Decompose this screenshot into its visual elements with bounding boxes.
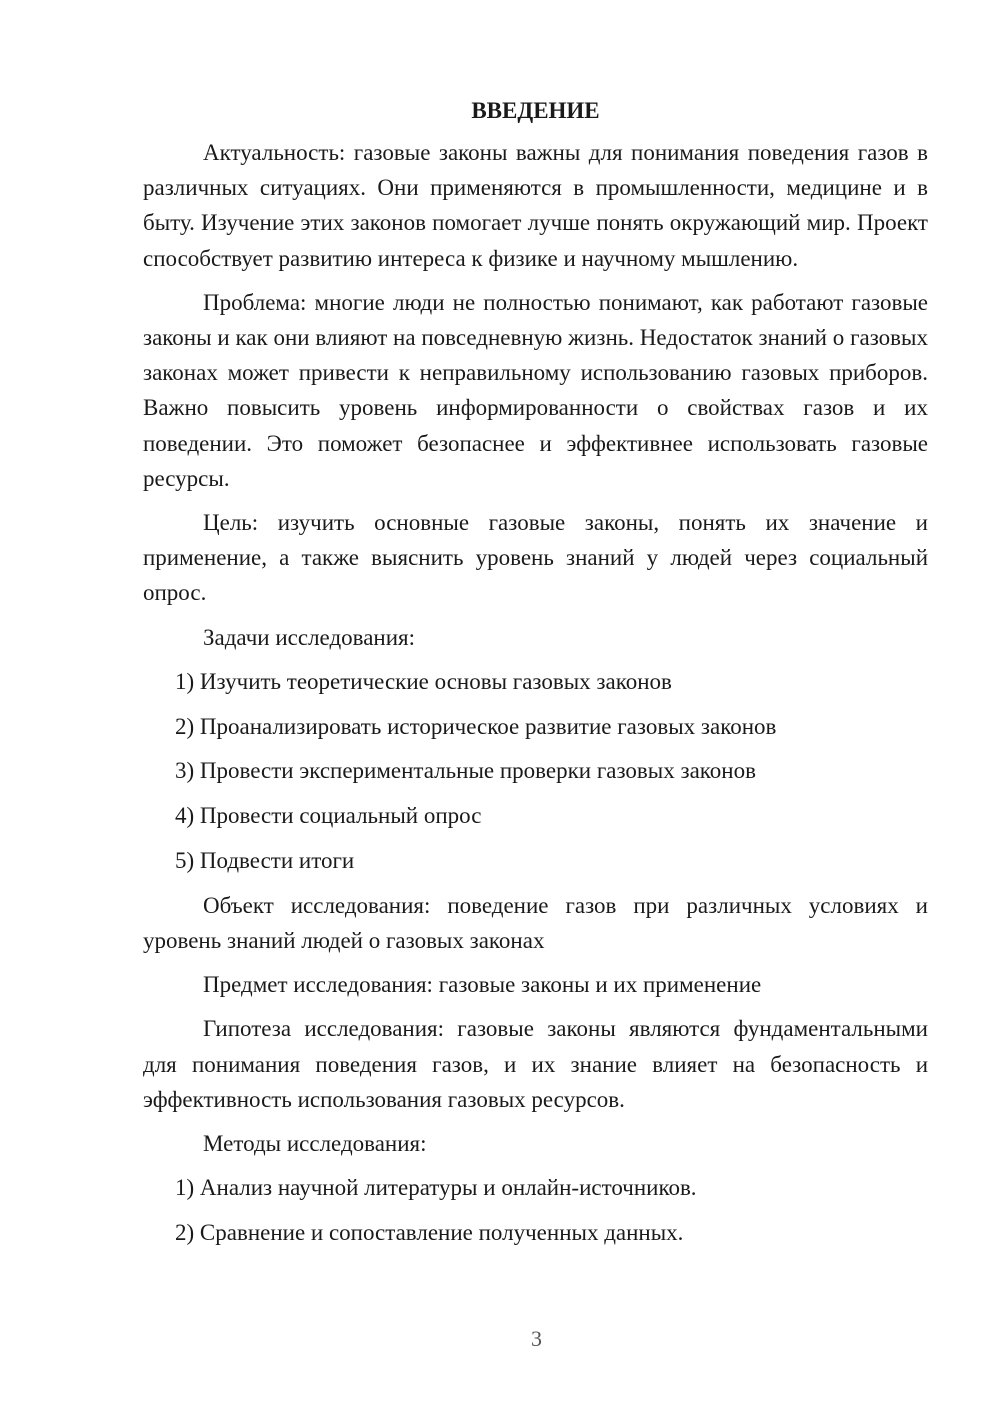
task-item: 4) Провести социальный опрос [175,803,482,829]
hypothesis-paragraph: Гипотеза исследования: газовые законы являются фундаментальными для понимания поведения газов, и их знание влияет на безопасность и эффективность использования газовых ресурсов. [143,1016,928,1112]
tasks-list [143,664,928,878]
goal-paragraph: Цель: изучить основные газовые законы, понять их значение и применение, а также выяснить уровень знаний у людей через социальный опрос. [143,510,928,606]
problem-paragraph: Проблема: многие люди не полностью понимают, как работают газовые законы и как они влияют на повседневную жизнь. Недостаток знаний о газовых законах может привести к неправильному использованию газовых приборов. Важно повысить уровень информированности о свойствах газов и их поведении. Это поможет безопаснее и эффективнее использовать газовые ресурсы. [143,289,928,491]
method-item: 2) Сравнение и сопоставление полученных данных. [175,1220,684,1246]
task-item: 1) Изучить теоретические основы газовых законов [175,668,672,694]
section-heading: ВВЕДЕНИЕ [471,98,600,123]
task-item: 2) Проанализировать историческое развитие газовых законов [175,713,777,739]
relevance-paragraph: Актуальность: газовые законы важны для понимания поведения газов в различных ситуациях. Они применяются в промышленности, медицине и в быту. Изучение этих законов помогает лучше понять окружающий мир. Проект способствует развитию интереса к физике и научному мышлению. [143,140,928,271]
object-paragraph: Объект исследования: поведение газов при различных условиях и уровень знаний людей о газовых законах [143,892,928,954]
page-content [143,98,928,1260]
tasks-title: Задачи исследования: [203,624,416,650]
method-item: 1) Анализ научной литературы и онлайн-источников. [175,1175,697,1201]
methods-title: Методы исследования: [203,1131,427,1157]
task-item: 5) Подвести итоги [175,848,355,874]
methods-list [143,1170,928,1250]
page-number: 3 [531,1326,542,1351]
subject-paragraph: Предмет исследования: газовые законы и их применение [203,972,762,998]
task-item: 3) Провести экспериментальные проверки газовых законов [175,758,756,784]
